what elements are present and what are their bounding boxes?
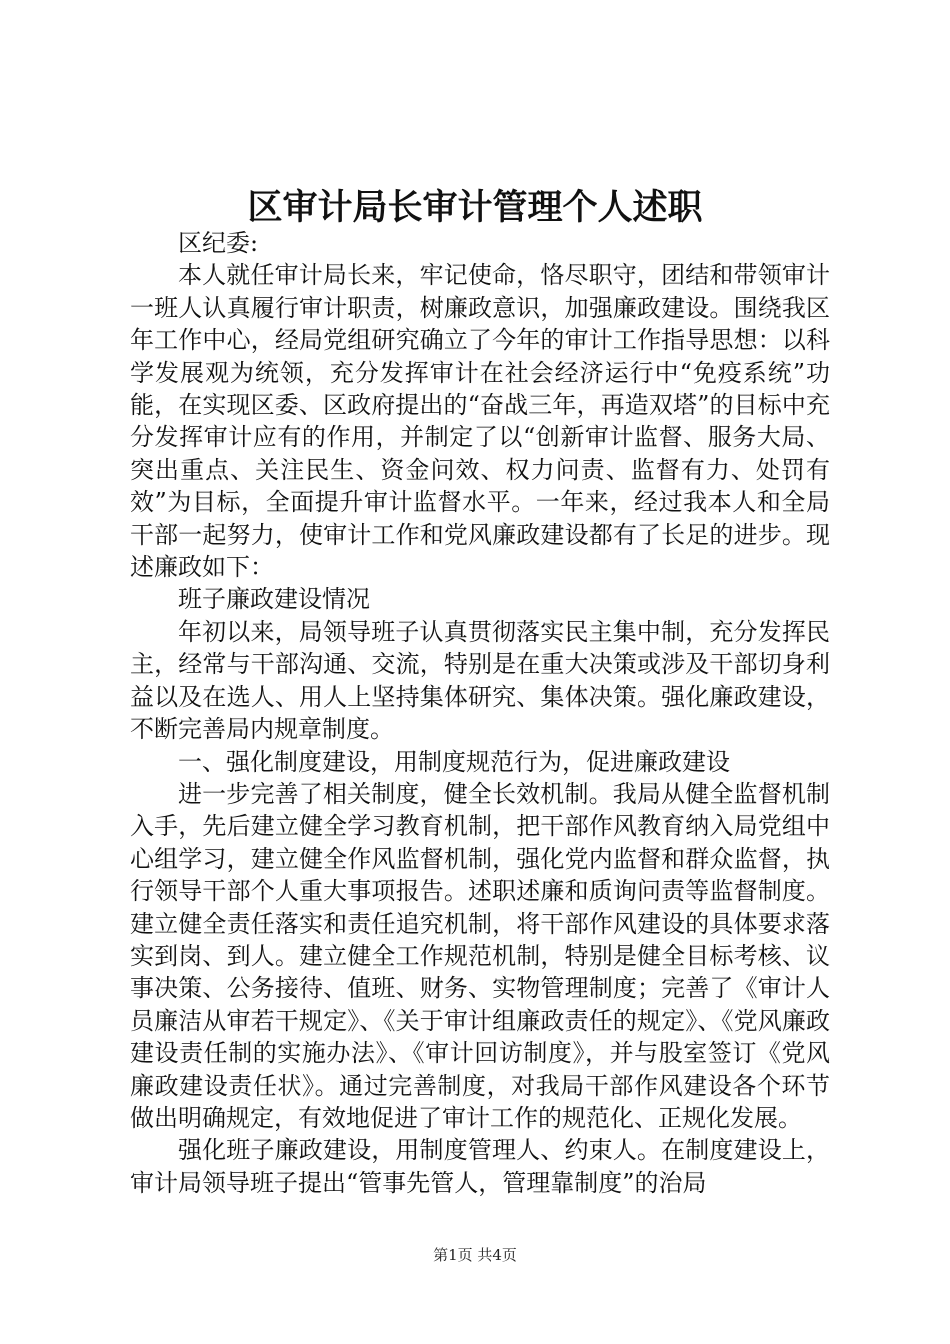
document-body	[130, 227, 830, 1199]
paragraph: 强化班子廉政建设，用制度管理人、约束人。在制度建设上，审计局领导班子提出“管事先管人，管理靠制度”的治局	[130, 1136, 830, 1197]
section-heading: 班子廉政建设情况	[178, 585, 370, 614]
salutation: 区纪委:	[178, 229, 259, 257]
document-title: 区审计局长审计管理个人述职	[247, 187, 703, 228]
section-heading: 一、强化制度建设，用制度规范行为，促进廉政建设	[178, 747, 730, 776]
paragraph: 进一步完善了相关制度，健全长效机制。我局从健全监督机制入手，先后建立健全学习教育机制，把干部作风教育纳入局党组中心组学习，建立健全作风监督机制，强化党内监督和群众监督，执行领导干部个人重大事项报告。述职述廉和质询问责等监督制度。建立健全责任落实和责任追究机制，将干部作风建设的具体要求落实到岗、到人。建立健全工作规范机制，特别是健全目标考核、议事决策、公务接待、值班、财务、实物管理制度；完善了《审计人员廉洁从审若干规定》、《关于审计组廉政责任的规定》、《党风廉政建设责任制的实施办法》、《审计回访制度》，并与股室签订《党风廉政建设责任状》。通过完善制度，对我局干部作风建设各个环节做出明确规定，有效地促进了审计工作的规范化、正规化发展。	[130, 779, 830, 1132]
page-footer: 第1页 共4页	[433, 1246, 517, 1264]
paragraph-intro: 本人就任审计局长来，牢记使命，恪尽职守，团结和带领审计一班人认真履行审计职责，树廉政意识，加强廉政建设。围绕我区年工作中心，经局党组研究确立了今年的审计工作指导思想：以科学发展观为统领，充分发挥审计在社会经济运行中“免疫系统”功能，在实现区委、区政府提出的“奋战三年，再造双塔”的目标中充分发挥审计应有的作用，并制定了以“创新审计监督、服务大局、突出重点、关注民生、资金问效、权力问责、监督有力、处罚有效”为目标，全面提升审计监督水平。一年来，经过我本人和全局干部一起努力，使审计工作和党风廉政建设都有了长足的进步。现述廉政如下：	[130, 261, 830, 582]
paragraph: 年初以来，局领导班子认真贯彻落实民主集中制，充分发挥民主，经常与干部沟通、交流，特别是在重大决策或涉及干部切身利益以及在选人、用人上坚持集体研究、集体决策。强化廉政建设，不断完善局内规章制度。	[130, 617, 830, 744]
